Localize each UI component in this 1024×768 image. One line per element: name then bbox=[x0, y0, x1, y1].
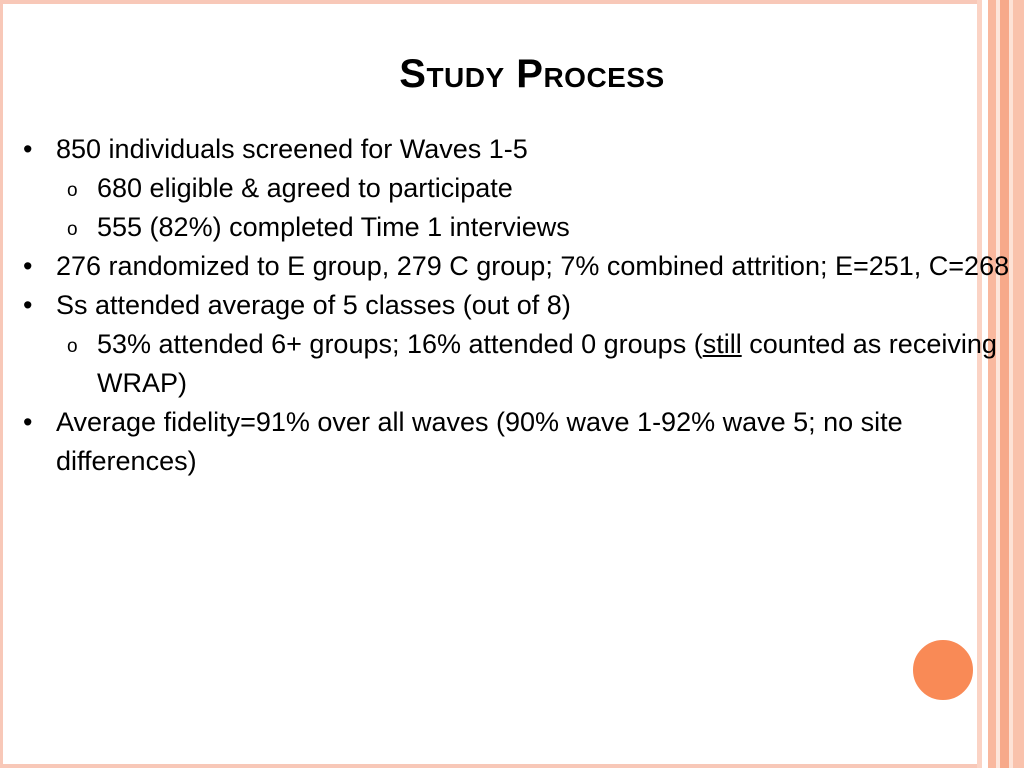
bullet-item bbox=[20, 130, 1020, 169]
sub-bullet-marker: o bbox=[67, 180, 78, 201]
sub-bullet-marker: o bbox=[67, 219, 78, 240]
bullet-marker: • bbox=[23, 134, 33, 164]
bullet-text: 276 randomized to E group, 279 C group; 7% combined attrition; E=251, C=268 bbox=[56, 251, 1010, 281]
bullet-list bbox=[20, 130, 1020, 481]
bullet-item bbox=[20, 403, 1020, 481]
left-border bbox=[0, 0, 3, 768]
bullet-text: 680 eligible & agreed to participate bbox=[97, 173, 513, 203]
bullet-text: 555 (82%) completed Time 1 interviews bbox=[97, 212, 570, 242]
bullet-marker: • bbox=[23, 407, 33, 437]
bullet-item bbox=[20, 247, 1020, 286]
sub-bullet-item bbox=[20, 325, 1020, 403]
decorative-circle bbox=[912, 639, 974, 701]
bullet-text: 850 individuals screened for Waves 1-5 bbox=[56, 134, 528, 164]
bullet-item bbox=[20, 286, 1020, 325]
sub-bullet-item bbox=[20, 208, 1020, 247]
bullet-marker: • bbox=[23, 290, 33, 320]
sub-bullet-marker: o bbox=[67, 336, 78, 357]
underlined-word: still bbox=[702, 329, 742, 359]
bullet-text: Ss attended average of 5 classes (out of 8) bbox=[56, 290, 571, 320]
bullet-marker: • bbox=[23, 251, 33, 281]
bullet-text-before: 53% attended 6+ groups; 16% attended 0 groups ( bbox=[97, 329, 703, 359]
top-border bbox=[0, 0, 1024, 4]
sub-bullet-item bbox=[20, 169, 1020, 208]
bullet-text-after: counted as receiving WRAP) bbox=[97, 329, 997, 398]
slide-title: Study Process bbox=[399, 52, 665, 96]
bullet-text: Average fidelity=91% over all waves (90% wave 1-92% wave 5; no site differences) bbox=[56, 407, 903, 476]
bottom-border bbox=[0, 764, 1024, 768]
